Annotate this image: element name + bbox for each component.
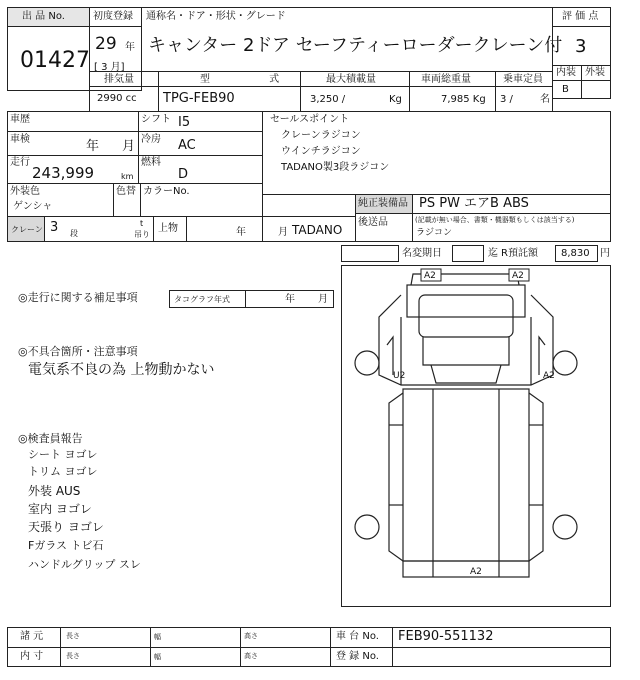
mileage-label: 走行: [10, 157, 30, 168]
divider: [153, 216, 154, 242]
after-items-value: ラジコン: [416, 228, 453, 238]
displacement-label: 排気量: [104, 74, 134, 85]
upper-label: 上物: [158, 223, 178, 234]
damage-mark: A2: [470, 567, 482, 577]
inspection-label: 車検: [10, 134, 30, 145]
equipment-label: 純正装備品: [358, 198, 408, 209]
inspector-item-4: 室内 ヨゴレ: [28, 502, 92, 516]
color-label: 外装色: [10, 186, 40, 197]
truck-diagram: [341, 265, 611, 607]
name-change-label: 名変期日: [402, 248, 442, 259]
defect-title: ◎不具合箇所・注意事項: [18, 345, 138, 358]
height-label: 高さ: [244, 652, 258, 660]
capacity-unit: 名: [540, 94, 550, 105]
fuel-label: 燃料: [141, 157, 161, 168]
inspection-month: 月: [122, 139, 136, 154]
length-label: 長さ: [66, 652, 80, 660]
sales-point-1: クレーンラジコン: [281, 130, 361, 141]
divider: [138, 111, 139, 183]
recycle-unit: 円: [600, 248, 610, 259]
blank-cell: [341, 245, 399, 262]
inspector-item-5: 天張り ヨゴレ: [28, 520, 104, 534]
crane-label: クレーン: [11, 225, 43, 234]
name-change-value: [452, 245, 484, 262]
inspector-item-1: シート ヨゴレ: [28, 448, 98, 461]
lot-label: 出 品 No.: [22, 11, 65, 22]
divider: [60, 627, 61, 667]
crane-stage-unit: 段: [70, 229, 78, 238]
mileage-value: 243,999: [32, 164, 95, 182]
capacity-value: 3 /: [500, 94, 513, 105]
first-reg-label: 初度登録: [93, 11, 133, 22]
upper-maker: TADANO: [292, 223, 343, 237]
divider: [7, 155, 263, 156]
shift-value: I5: [178, 115, 191, 130]
tacho-month: 月: [318, 294, 328, 305]
capacity-label: 乗車定員: [503, 74, 543, 85]
registration-label: 登 録 No.: [336, 651, 379, 662]
gross-label: 車両総重量: [421, 74, 471, 85]
damage-mark: A2: [543, 371, 555, 381]
equipment-value: PS PW エアB ABS: [419, 196, 529, 211]
first-reg-year: 29: [95, 34, 117, 54]
first-reg-month: [ 3 月]: [94, 62, 125, 73]
supplement-title: ◎走行に関する補足事項: [18, 291, 138, 304]
divider: [89, 26, 142, 27]
fuel-value: D: [178, 167, 189, 182]
height-label: 高さ: [244, 632, 258, 640]
gross-value: 7,985 Kg: [441, 94, 486, 105]
divider: [150, 627, 151, 667]
exterior-grade-cell: [581, 80, 611, 99]
divider: [392, 627, 393, 667]
damage-mark: U2: [393, 371, 406, 381]
divider: [44, 216, 45, 242]
width-label: 幅: [154, 653, 161, 661]
first-reg-year-unit: 年: [125, 42, 135, 53]
sales-point-2: ウインチラジコン: [281, 146, 361, 157]
inner-dim-label: 内 寸: [20, 651, 44, 662]
interior-grade: B: [562, 84, 569, 95]
load-value: 3,250 /: [310, 94, 346, 105]
divider: [7, 131, 263, 132]
crane-stage: 3: [50, 220, 59, 235]
history-label: 車歴: [10, 114, 30, 125]
recycle-value: 8,830: [561, 248, 590, 259]
divider: [140, 183, 141, 216]
model-label: 型 式: [200, 74, 308, 85]
inspector-item-6: Fガラス トビ石: [28, 539, 104, 552]
mileage-unit: km: [121, 172, 134, 181]
displacement-value: 2990 cc: [97, 93, 137, 104]
divider: [113, 183, 114, 216]
ac-label: 冷房: [141, 134, 161, 145]
upper-month: 月: [278, 227, 288, 238]
crane-t: t: [140, 219, 144, 228]
inspector-item-2: トリム ヨゴレ: [28, 465, 98, 478]
chassis-label: 車 台 No.: [336, 631, 379, 642]
tacho-year: 年: [285, 294, 295, 305]
deadline-label: 迄: [488, 248, 498, 259]
color-value: ゲンシャ: [13, 201, 53, 212]
width-label: 幅: [154, 633, 161, 641]
upper-year: 年: [236, 227, 246, 238]
defect-text: 電気系不良の為 上物動かない: [28, 362, 215, 378]
recycle-label: R預託額: [501, 248, 538, 259]
divider: [330, 627, 331, 667]
color-change-label: 色替: [116, 186, 136, 197]
grade-label: 評 価 点: [562, 11, 599, 22]
vehicle-name: キャンター 2ドア セーフティーローダークレーン付: [148, 35, 563, 56]
shift-label: シフト: [141, 114, 171, 125]
model-value: TPG-FEB90: [163, 91, 235, 106]
damage-mark: A2: [512, 271, 524, 281]
color-code-label: カラーNo.: [143, 186, 190, 197]
inspection-year: 年: [86, 139, 100, 154]
load-unit: Kg: [389, 94, 402, 105]
tacho-label: タコグラフ年式: [174, 295, 230, 304]
after-items-label: 後送品: [358, 217, 388, 228]
divider: [240, 627, 241, 667]
divider: [7, 183, 263, 184]
inspector-item-7: ハンドルグリップ スレ: [28, 558, 141, 571]
inspector-item-3: 外装 AUS: [28, 484, 81, 498]
damage-mark: A2: [424, 271, 436, 281]
chassis-number: FEB90-551132: [398, 629, 494, 644]
ac-value: AC: [178, 138, 196, 153]
exterior-label: 外装: [585, 67, 605, 78]
spec-row-label: 諸 元: [20, 631, 44, 642]
sales-point-3: TADANO製3段ラジコン: [281, 162, 390, 173]
length-label: 長さ: [66, 632, 80, 640]
lot-number: 01427: [20, 48, 90, 73]
after-items-note: (記載が無い場合、書類・機器類もしくは該当する): [415, 216, 575, 224]
sales-point-title: セールスポイント: [270, 114, 350, 125]
overall-grade: 3: [575, 36, 587, 57]
vehicle-name-label: 通称名・ドア・形状・グレード: [146, 11, 286, 22]
load-label: 最大積載量: [326, 74, 376, 85]
divider: [7, 647, 611, 648]
crane-hook: 吊り: [134, 230, 150, 239]
interior-label: 内装: [556, 67, 576, 78]
inspector-title: ◎検査員報告: [18, 432, 83, 445]
divider: [245, 290, 246, 308]
